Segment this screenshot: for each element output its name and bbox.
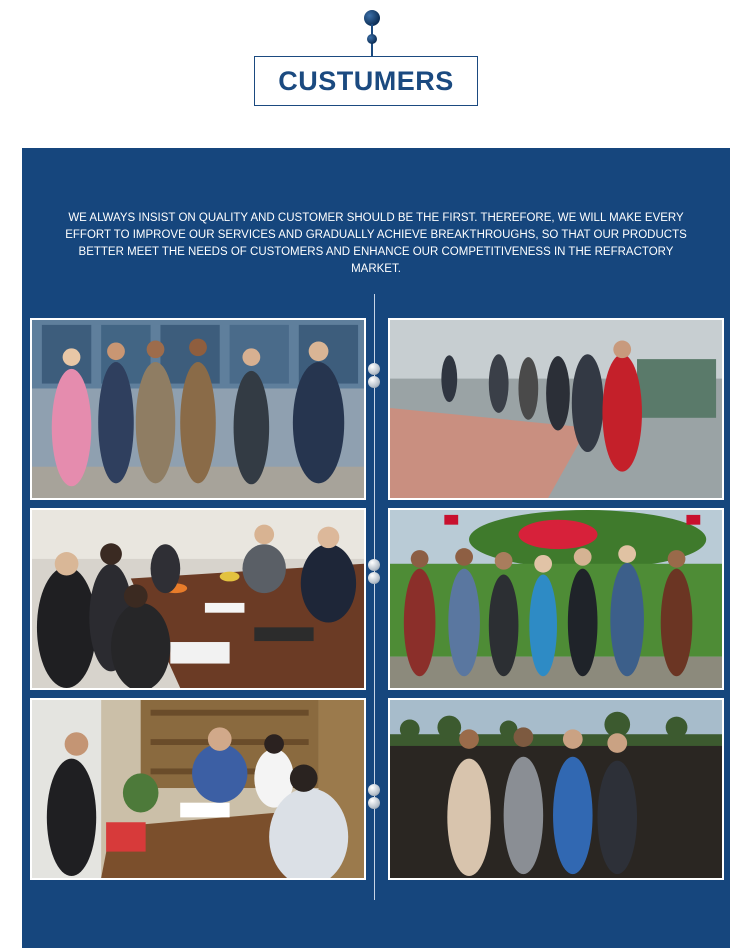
customer-photo-field-visit [388, 698, 724, 880]
divider-pearl [368, 559, 380, 571]
intro-text: WE ALWAYS INSIST ON QUALITY AND CUSTOMER SHOULD BE THE FIRST. THEREFORE, WE WILL MAKE EVERY EFFORT TO IMPROVE OUR SERVICES AND GRADUALLY ACHIEVE BREAKTHROUGHS, SO THAT OUR PRODUCTS BETTER MEET THE NEEDS OF CUSTOMERS AND ENHANCE OUR COMPETITIVENESS IN THE REFRACTORY MARKET. [65, 212, 687, 275]
customer-photo-group-outdoor [30, 318, 366, 500]
section-title: CUSTUMERS [278, 65, 454, 96]
customer-photo-factory-floor [388, 318, 724, 500]
divider-pearl [368, 797, 380, 809]
divider-pearl [368, 784, 380, 796]
section-title-box [254, 56, 478, 106]
divider-pearl [368, 363, 380, 375]
ornament-bead [367, 34, 377, 44]
customer-photo-meeting-room [30, 508, 366, 690]
header-ornament [362, 10, 382, 58]
divider-pearl [368, 376, 380, 388]
customer-photo-garden-group [388, 508, 724, 690]
divider-pearl [368, 572, 380, 584]
customer-photo-tea-table [30, 698, 366, 880]
